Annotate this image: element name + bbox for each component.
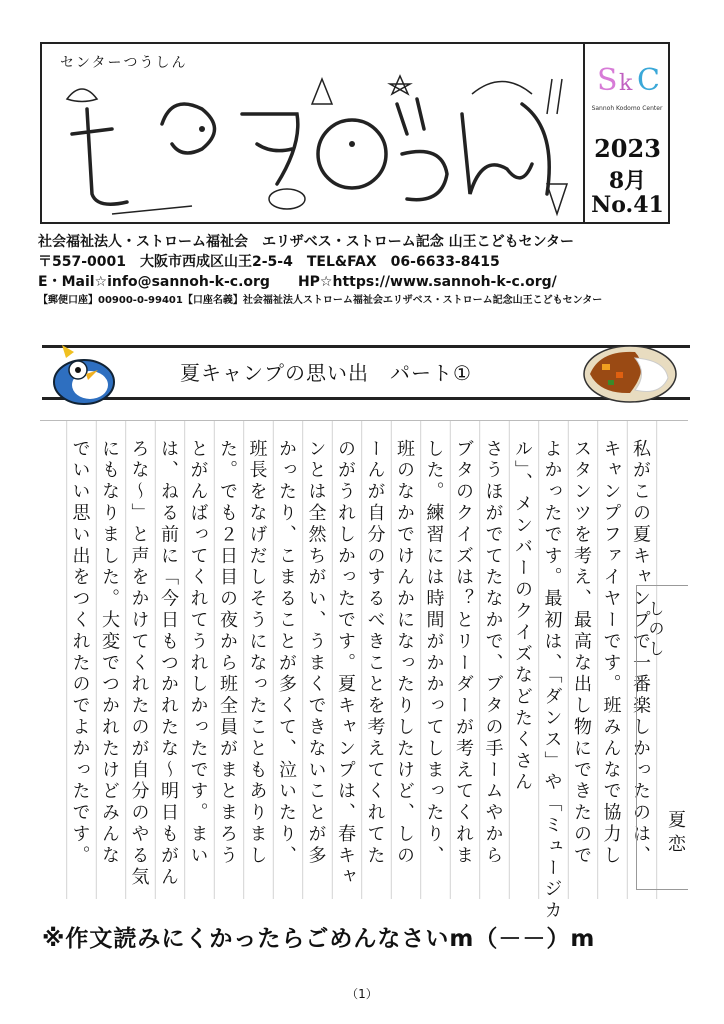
author-name: 夏恋 <box>665 810 686 858</box>
essay-column: ンとは全然ちがい、うまくできないことが多 <box>305 439 327 867</box>
section-title: 夏キャンプの思い出 パート① <box>180 361 472 385</box>
skc-letter-k: k <box>619 71 633 96</box>
essay-column: かったり、こまることが多くて、泣いたり、 <box>276 439 297 867</box>
essay-column: ブタのクイズは？とリーダーが考えてくれま <box>453 439 474 867</box>
essay-column: た。でも２日目の夜から班全員がまとまろう <box>217 439 238 867</box>
issue-number: No.41 <box>591 192 664 218</box>
essay-column: にもなりました。大変でつかれたけどみんな <box>99 439 120 867</box>
essay-column: キャンプファイヤーです。班みんなで協力し <box>600 439 622 867</box>
masthead-illustrated-logo <box>52 74 577 219</box>
organization-info <box>38 232 698 308</box>
manuscript-paper <box>40 420 688 923</box>
masthead <box>40 42 670 224</box>
essay-column: とがんばってくれてうれしかったです。まい <box>187 439 209 867</box>
org-contact: E・Mail☆info@sannoh-k-c.org HP☆https://www.sannoh-k-c.org/ <box>38 274 557 290</box>
essay-column: よかったです。最初は、「ダンス」や「ミュージカ <box>541 439 563 923</box>
skc-letter-c: C <box>637 63 660 98</box>
skc-logo <box>585 50 670 120</box>
org-name: 社会福祉法人・ストローム福祉会 エリザベス・ストローム記念 山王こどもセンター <box>38 234 575 250</box>
penguin-illustration <box>44 340 124 410</box>
skc-brand-name: Sannoh Kodomo Center <box>591 105 663 112</box>
essay-column: のがうれしかったです。夏キャンプは、春キャ <box>335 439 356 889</box>
essay-column: 私がこの夏キャンプで一番楽しかったのは、 <box>630 439 651 867</box>
issue-month: 8月 <box>608 168 647 194</box>
org-address: 〒557-0001 大阪市西成区山王2-5-4 TEL&FAX 06-6633-8415 <box>38 254 500 270</box>
org-postal-account: 【郵便口座】00900-0-99401【口座名義】社会福祉法人ストローム福祉会エリザベス・ストローム記念山王こどもセンター <box>38 295 603 306</box>
issue-year: 2023 <box>594 134 661 163</box>
issue-info-box <box>585 42 670 224</box>
essay-column: ル」、メンバーのクイズなどたくさん <box>512 439 533 794</box>
curry-rice-illustration <box>580 338 680 406</box>
essay-column: した。練習には時間がかかってしまったり、 <box>423 439 445 867</box>
essay-column: は、ねる前に「今日もつかれたな～明日もがん <box>158 439 179 889</box>
class-label: しのし <box>646 600 665 660</box>
page-number: （1） <box>346 987 378 1001</box>
essay-column: ーんが自分のするべきことを考えてくれてた <box>364 439 386 867</box>
essay-column: でいい思い出をつくれたのでよかったです。 <box>69 439 91 867</box>
skc-letter-s: S <box>597 63 618 98</box>
essay-column: スタンツを考え、最高な出し物にできたので <box>571 439 592 867</box>
essay-column: さうほがでてたなかで、ブタの手ームやから <box>482 439 504 867</box>
essay-column: 班長をなげだしそうになったこともありまし <box>246 439 268 867</box>
masthead-small-title: センターつうしん <box>60 55 188 71</box>
apology-note: ※作文読みにくかったらごめんなさいm（－－）m <box>42 926 596 952</box>
masthead-title-box <box>40 42 585 224</box>
essay-column: ろな～」と声をかけてくれたのが自分のやる気 <box>128 439 150 889</box>
essay-column: 班のなかでけんかになったりしたけど、しの <box>394 439 415 867</box>
